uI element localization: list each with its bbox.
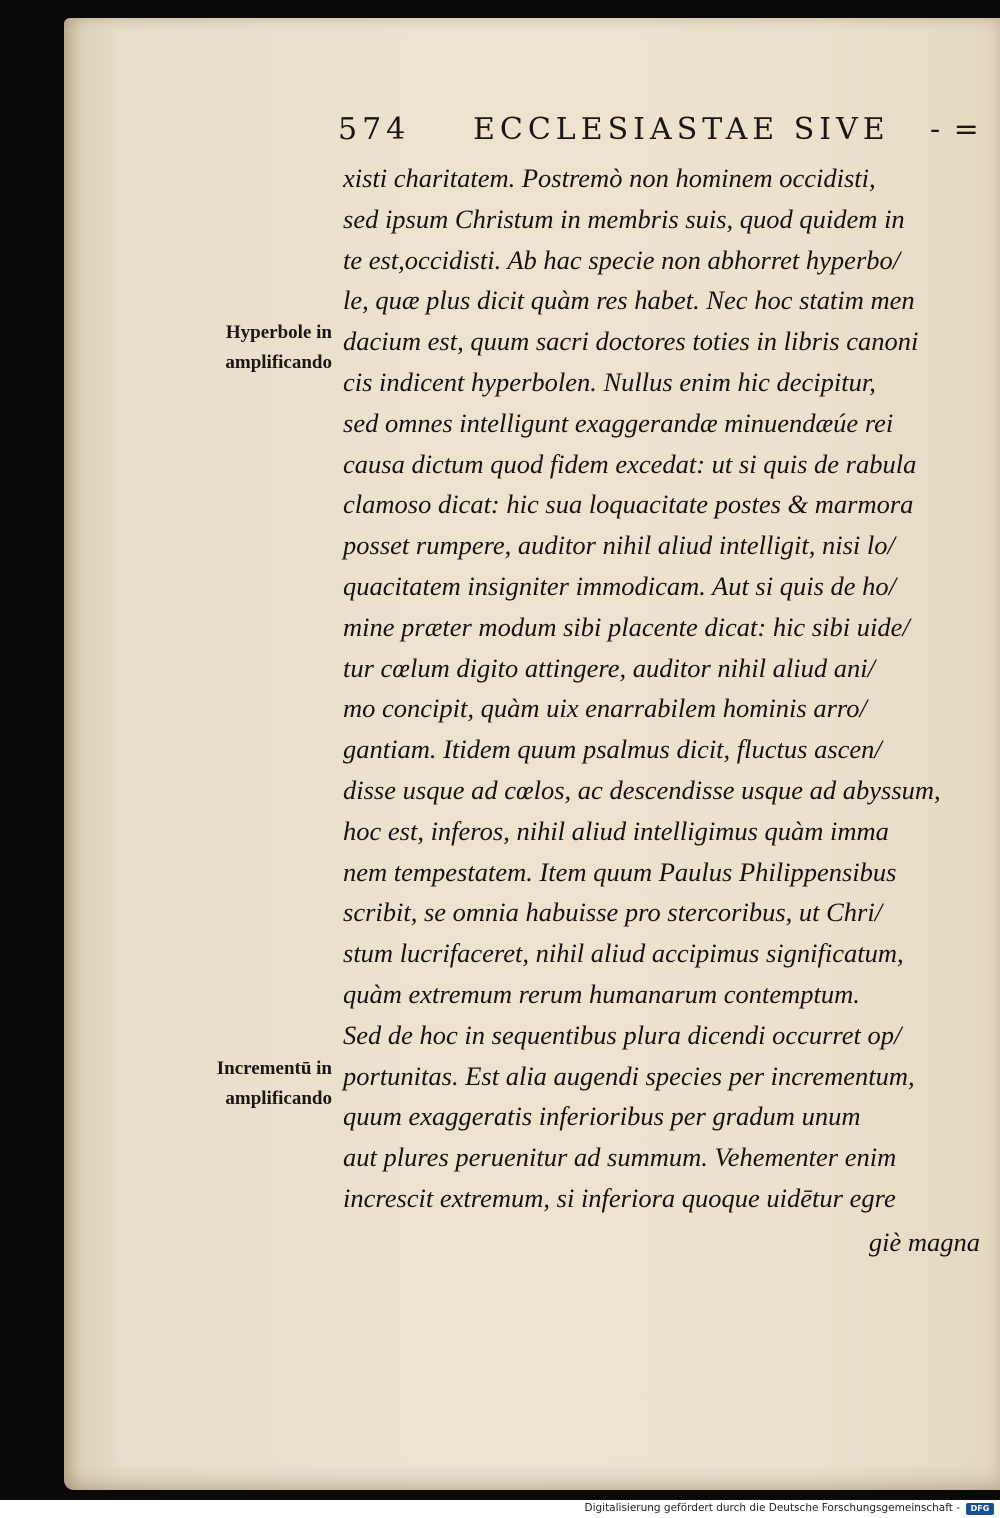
page-header xyxy=(338,112,981,152)
catchword: giè magna xyxy=(868,1227,980,1257)
text-line: scribit, se omnia habuisse pro stercoribus, ut Chri/ xyxy=(343,897,883,928)
text-line: hoc est, inferos, nihil aliud intelligimus quàm imma xyxy=(343,815,889,846)
text-line: gantiam. Itidem quum psalmus dicit, fluctus ascen/ xyxy=(343,734,882,765)
text-line: cis indicent hyperbolen. Nullus enim hic decipitur, xyxy=(343,366,876,397)
text-line: posset rumpere, auditor nihil aliud intelligit, nisi lo/ xyxy=(343,530,895,561)
text-line: mo concipit, quàm uix enarrabilem hominis arro/ xyxy=(343,693,867,724)
footer-credit: Digitalisierung gefördert durch die Deutsche Forschungsgemeinschaft - xyxy=(584,1502,960,1514)
page-number: 574 xyxy=(338,112,411,147)
body-text xyxy=(343,158,988,1219)
text-line: quacitatem insigniter immodicam. Aut si quis de ho/ xyxy=(343,570,897,601)
text-line: sed omnes intelligunt exaggerandæ minuendæúe rei xyxy=(343,407,894,438)
text-line: Sed de hoc in sequentibus plura dicendi occurret op/ xyxy=(343,1019,902,1050)
margin-note-line: amplificando xyxy=(225,352,332,373)
dfg-logo: DFG xyxy=(966,1503,994,1515)
text-line: aut plures peruenitur ad summum. Vehementer enim xyxy=(343,1142,897,1173)
text-line: stum lucrifaceret, nihil aliud accipimus significatum, xyxy=(343,938,904,969)
text-line: sed ipsum Christum in membris suis, quod quidem in xyxy=(343,203,905,234)
margin-note-incrementum xyxy=(172,1054,332,1114)
text-line: clamoso dicat: hic sua loquacitate postes & marmora xyxy=(343,489,914,520)
text-line: te est,occidisti. Ab hac specie non abhorret hyperbo/ xyxy=(343,244,901,275)
text-line: increscit extremum, si inferiora quoque uidētur egre xyxy=(343,1182,896,1213)
margin-note-line: amplificando xyxy=(225,1088,332,1109)
text-line: mine præter modum sibi placente dicat: hic sibi uide/ xyxy=(343,611,910,642)
margin-note-hyperbole xyxy=(172,318,332,378)
text-line: portunitas. Est alia augendi species per incrementum, xyxy=(343,1060,915,1091)
text-line: causa dictum quod fidem excedat: ut si quis de rabula xyxy=(343,448,917,479)
footer xyxy=(0,1500,1000,1518)
header-ornament: - = xyxy=(930,112,981,147)
text-line: quàm extremum rerum humanarum contemptum. xyxy=(343,978,860,1009)
text-line: tur cœlum digito attingere, auditor nihil aliud ani/ xyxy=(343,652,875,683)
text-line: nem tempestatem. Item quum Paulus Philippensibus xyxy=(343,856,897,887)
running-title: ECCLESIASTAE SIVE xyxy=(473,112,890,147)
text-line: dacium est, quum sacri doctores toties in libris canoni xyxy=(343,326,919,357)
text-line: xisti charitatem. Postremò non hominem occidisti, xyxy=(343,163,876,193)
text-line: disse usque ad cœlos, ac descendisse usque ad abyssum, xyxy=(343,774,941,805)
text-line: quum exaggeratis inferioribus per gradum unum xyxy=(343,1101,861,1132)
margin-note-line: Hyperbole in xyxy=(225,322,332,343)
text-line: le, quæ plus dicit quàm res habet. Nec hoc statim men xyxy=(343,285,915,316)
margin-note-line: Incrementū in xyxy=(216,1058,332,1079)
